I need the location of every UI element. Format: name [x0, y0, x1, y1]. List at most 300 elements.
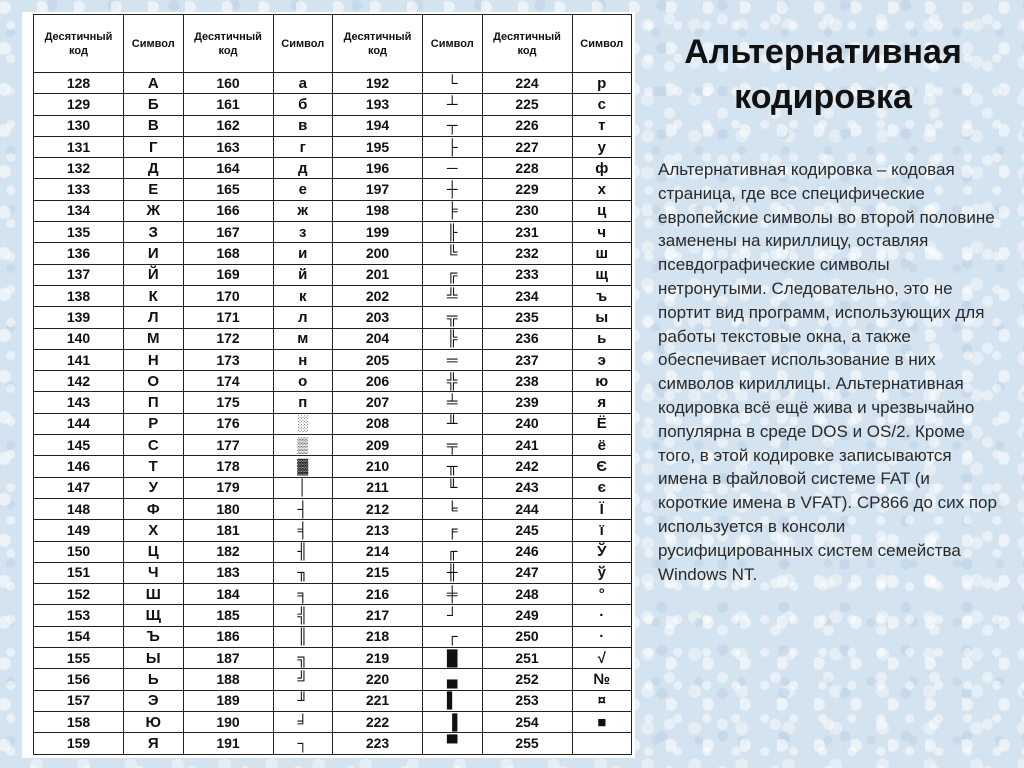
- decimal-code-cell: 236: [482, 328, 572, 349]
- decimal-code-cell: 234: [482, 285, 572, 306]
- decimal-code-cell: 139: [34, 307, 124, 328]
- table-row: [34, 307, 632, 328]
- decimal-code-cell: 140: [34, 328, 124, 349]
- decimal-code-cell: 220: [333, 669, 423, 690]
- symbol-cell: ц: [572, 200, 632, 221]
- symbol-cell: Б: [124, 94, 184, 115]
- table-row: [34, 243, 632, 264]
- symbol-cell: ч: [572, 222, 632, 243]
- code-table: [33, 14, 632, 755]
- header-decimal-code: Десятичный код: [34, 15, 124, 73]
- decimal-code-cell: 172: [183, 328, 273, 349]
- decimal-code-cell: 166: [183, 200, 273, 221]
- table-row: [34, 562, 632, 583]
- symbol-cell: х: [572, 179, 632, 200]
- decimal-code-cell: 240: [482, 413, 572, 434]
- decimal-code-cell: 212: [333, 498, 423, 519]
- decimal-code-cell: 241: [482, 435, 572, 456]
- symbol-cell: д: [273, 158, 333, 179]
- decimal-code-cell: 176: [183, 413, 273, 434]
- header-symbol: Символ: [273, 15, 333, 73]
- slide-body-text: Альтернативная кодировка – кодовая страница, где все специфические европейские символы во второй половине заменены на кириллицу, оставляя псевдографические символы нетронутыми. Следовательно, это не портит вид программ, использующих для работы текстовые окна, а также обеспечивает использование в них символов кириллицы. Альтернативная кодировка всё ещё жива и чрезвычайно популярна в среде DOS и OS/2. Кроме того, в этой кодировке записываются имена в файловой системе FAT (и короткие имена в VFAT). CP866 до сих пор используется в консоли русифицированных систем семейства Windows NT.: [658, 160, 997, 584]
- decimal-code-cell: 175: [183, 392, 273, 413]
- symbol-cell: [572, 733, 632, 754]
- decimal-code-cell: 245: [482, 520, 572, 541]
- symbol-cell: у: [572, 136, 632, 157]
- header-symbol: Символ: [124, 15, 184, 73]
- decimal-code-cell: 141: [34, 349, 124, 370]
- symbol-cell: с: [572, 94, 632, 115]
- decimal-code-cell: 165: [183, 179, 273, 200]
- symbol-cell: ї: [572, 520, 632, 541]
- decimal-code-cell: 190: [183, 711, 273, 732]
- decimal-code-cell: 179: [183, 477, 273, 498]
- decimal-code-cell: 246: [482, 541, 572, 562]
- decimal-code-cell: 244: [482, 498, 572, 519]
- symbol-cell: ╬: [423, 371, 483, 392]
- symbol-cell: в: [273, 115, 333, 136]
- symbol-cell: ┌: [423, 626, 483, 647]
- symbol-cell: ▌: [423, 690, 483, 711]
- decimal-code-cell: 194: [333, 115, 423, 136]
- decimal-code-cell: 138: [34, 285, 124, 306]
- decimal-code-cell: 254: [482, 711, 572, 732]
- symbol-cell: ┤: [273, 498, 333, 519]
- symbol-cell: Н: [124, 349, 184, 370]
- table-row: [34, 733, 632, 754]
- symbol-cell: √: [572, 648, 632, 669]
- symbol-cell: Я: [124, 733, 184, 754]
- symbol-cell: ┘: [423, 605, 483, 626]
- symbol-cell: Ч: [124, 562, 184, 583]
- symbol-cell: ▓: [273, 456, 333, 477]
- table-row: [34, 605, 632, 626]
- decimal-code-cell: 216: [333, 584, 423, 605]
- decimal-code-cell: 218: [333, 626, 423, 647]
- symbol-cell: з: [273, 222, 333, 243]
- decimal-code-cell: 231: [482, 222, 572, 243]
- symbol-cell: а: [273, 73, 333, 94]
- symbol-cell: к: [273, 285, 333, 306]
- decimal-code-cell: 247: [482, 562, 572, 583]
- decimal-code-cell: 154: [34, 626, 124, 647]
- decimal-code-cell: 133: [34, 179, 124, 200]
- decimal-code-cell: 177: [183, 435, 273, 456]
- table-row: [34, 435, 632, 456]
- decimal-code-cell: 250: [482, 626, 572, 647]
- symbol-cell: ╩: [423, 285, 483, 306]
- table-row: [34, 584, 632, 605]
- decimal-code-cell: 206: [333, 371, 423, 392]
- symbol-cell: ў: [572, 562, 632, 583]
- decimal-code-cell: 205: [333, 349, 423, 370]
- decimal-code-cell: 186: [183, 626, 273, 647]
- symbol-cell: й: [273, 264, 333, 285]
- header-decimal-code: Десятичный код: [482, 15, 572, 73]
- symbol-cell: ╣: [273, 605, 333, 626]
- decimal-code-cell: 223: [333, 733, 423, 754]
- symbol-cell: Д: [124, 158, 184, 179]
- table-row: [34, 477, 632, 498]
- symbol-cell: ¤: [572, 690, 632, 711]
- table-row: [34, 222, 632, 243]
- table-row: [34, 626, 632, 647]
- decimal-code-cell: 233: [482, 264, 572, 285]
- decimal-code-cell: 202: [333, 285, 423, 306]
- decimal-code-cell: 249: [482, 605, 572, 626]
- decimal-code-cell: 197: [333, 179, 423, 200]
- table-row: [34, 711, 632, 732]
- decimal-code-cell: 168: [183, 243, 273, 264]
- decimal-code-cell: 167: [183, 222, 273, 243]
- symbol-cell: ё: [572, 435, 632, 456]
- decimal-code-cell: 151: [34, 562, 124, 583]
- decimal-code-cell: 203: [333, 307, 423, 328]
- symbol-cell: ·: [572, 605, 632, 626]
- symbol-cell: █: [423, 648, 483, 669]
- decimal-code-cell: 160: [183, 73, 273, 94]
- symbol-cell: ╨: [423, 413, 483, 434]
- table-row: [34, 264, 632, 285]
- symbol-cell: Ё: [572, 413, 632, 434]
- symbol-cell: ╜: [273, 690, 333, 711]
- decimal-code-cell: 189: [183, 690, 273, 711]
- symbol-cell: И: [124, 243, 184, 264]
- slide-title: Альтернативная кодировка: [684, 33, 962, 116]
- symbol-cell: У: [124, 477, 184, 498]
- decimal-code-cell: 209: [333, 435, 423, 456]
- decimal-code-cell: 178: [183, 456, 273, 477]
- symbol-cell: Т: [124, 456, 184, 477]
- decimal-code-cell: 199: [333, 222, 423, 243]
- symbol-cell: р: [572, 73, 632, 94]
- symbol-cell: ╓: [423, 541, 483, 562]
- symbol-cell: е: [273, 179, 333, 200]
- table-row: [34, 285, 632, 306]
- symbol-cell: ╘: [423, 498, 483, 519]
- symbol-cell: я: [572, 392, 632, 413]
- symbol-cell: З: [124, 222, 184, 243]
- header-decimal-code: Десятичный код: [333, 15, 423, 73]
- symbol-cell: ╢: [273, 541, 333, 562]
- decimal-code-cell: 159: [34, 733, 124, 754]
- symbol-cell: ▐: [423, 711, 483, 732]
- symbol-cell: ╦: [423, 307, 483, 328]
- symbol-cell: п: [273, 392, 333, 413]
- decimal-code-cell: 156: [34, 669, 124, 690]
- decimal-code-cell: 187: [183, 648, 273, 669]
- table-row: [34, 115, 632, 136]
- symbol-cell: ╫: [423, 562, 483, 583]
- symbol-cell: ╪: [423, 584, 483, 605]
- decimal-code-cell: 215: [333, 562, 423, 583]
- symbol-cell: Ъ: [124, 626, 184, 647]
- symbol-cell: ╧: [423, 392, 483, 413]
- symbol-cell: Ў: [572, 541, 632, 562]
- symbol-cell: б: [273, 94, 333, 115]
- symbol-cell: Г: [124, 136, 184, 157]
- decimal-code-cell: 227: [482, 136, 572, 157]
- symbol-cell: Ї: [572, 498, 632, 519]
- decimal-code-cell: 183: [183, 562, 273, 583]
- decimal-code-cell: 242: [482, 456, 572, 477]
- symbol-cell: Є: [572, 456, 632, 477]
- symbol-cell: ▒: [273, 435, 333, 456]
- symbol-cell: и: [273, 243, 333, 264]
- table-row: [34, 136, 632, 157]
- decimal-code-cell: 232: [482, 243, 572, 264]
- symbol-cell: Р: [124, 413, 184, 434]
- decimal-code-cell: 229: [482, 179, 572, 200]
- decimal-code-cell: 137: [34, 264, 124, 285]
- symbol-cell: Щ: [124, 605, 184, 626]
- decimal-code-cell: 243: [482, 477, 572, 498]
- table-row: [34, 392, 632, 413]
- symbol-cell: М: [124, 328, 184, 349]
- symbol-cell: ╕: [273, 584, 333, 605]
- table-row: [34, 158, 632, 179]
- decimal-code-cell: 135: [34, 222, 124, 243]
- decimal-code-cell: 171: [183, 307, 273, 328]
- symbol-cell: А: [124, 73, 184, 94]
- decimal-code-cell: 164: [183, 158, 273, 179]
- decimal-code-cell: 213: [333, 520, 423, 541]
- decimal-code-cell: 185: [183, 605, 273, 626]
- symbol-cell: ┐: [273, 733, 333, 754]
- symbol-cell: П: [124, 392, 184, 413]
- decimal-code-cell: 149: [34, 520, 124, 541]
- decimal-code-cell: 248: [482, 584, 572, 605]
- symbol-cell: Х: [124, 520, 184, 541]
- symbol-cell: ╚: [423, 243, 483, 264]
- symbol-cell: В: [124, 115, 184, 136]
- decimal-code-cell: 221: [333, 690, 423, 711]
- decimal-code-cell: 181: [183, 520, 273, 541]
- symbol-cell: ш: [572, 243, 632, 264]
- symbol-cell: Ь: [124, 669, 184, 690]
- decimal-code-cell: 193: [333, 94, 423, 115]
- header-symbol: Символ: [572, 15, 632, 73]
- decimal-code-cell: 134: [34, 200, 124, 221]
- symbol-cell: ░: [273, 413, 333, 434]
- decimal-code-cell: 153: [34, 605, 124, 626]
- symbol-cell: С: [124, 435, 184, 456]
- symbol-cell: є: [572, 477, 632, 498]
- decimal-code-cell: 208: [333, 413, 423, 434]
- table-row: [34, 349, 632, 370]
- symbol-cell: н: [273, 349, 333, 370]
- symbol-cell: ╠: [423, 328, 483, 349]
- decimal-code-cell: 130: [34, 115, 124, 136]
- decimal-code-cell: 146: [34, 456, 124, 477]
- decimal-code-cell: 210: [333, 456, 423, 477]
- decimal-code-cell: 196: [333, 158, 423, 179]
- symbol-cell: Ы: [124, 648, 184, 669]
- decimal-code-cell: 148: [34, 498, 124, 519]
- decimal-code-cell: 195: [333, 136, 423, 157]
- table-row: [34, 328, 632, 349]
- decimal-code-cell: 207: [333, 392, 423, 413]
- symbol-cell: Э: [124, 690, 184, 711]
- symbol-cell: ─: [423, 158, 483, 179]
- decimal-code-cell: 228: [482, 158, 572, 179]
- decimal-code-cell: 147: [34, 477, 124, 498]
- symbol-cell: ▄: [423, 669, 483, 690]
- table-body: [34, 73, 632, 755]
- symbol-cell: ╒: [423, 520, 483, 541]
- symbol-cell: ь: [572, 328, 632, 349]
- table-row: [34, 73, 632, 94]
- decimal-code-cell: 219: [333, 648, 423, 669]
- symbol-cell: ├: [423, 136, 483, 157]
- symbol-cell: Й: [124, 264, 184, 285]
- table-row: [34, 669, 632, 690]
- symbol-cell: └: [423, 73, 483, 94]
- header-decimal-code: Десятичный код: [183, 15, 273, 73]
- symbol-cell: ╥: [423, 456, 483, 477]
- decimal-code-cell: 131: [34, 136, 124, 157]
- symbol-cell: Ц: [124, 541, 184, 562]
- symbol-cell: Е: [124, 179, 184, 200]
- decimal-code-cell: 128: [34, 73, 124, 94]
- symbol-cell: ф: [572, 158, 632, 179]
- decimal-code-cell: 252: [482, 669, 572, 690]
- symbol-cell: Ф: [124, 498, 184, 519]
- table-row: [34, 94, 632, 115]
- decimal-code-cell: 142: [34, 371, 124, 392]
- table-row: [34, 520, 632, 541]
- decimal-code-cell: 211: [333, 477, 423, 498]
- decimal-code-cell: 158: [34, 711, 124, 732]
- symbol-cell: ы: [572, 307, 632, 328]
- symbol-cell: о: [273, 371, 333, 392]
- header-symbol: Символ: [423, 15, 483, 73]
- symbol-cell: ·: [572, 626, 632, 647]
- decimal-code-cell: 253: [482, 690, 572, 711]
- decimal-code-cell: 143: [34, 392, 124, 413]
- symbol-cell: г: [273, 136, 333, 157]
- decimal-code-cell: 174: [183, 371, 273, 392]
- symbol-cell: ж: [273, 200, 333, 221]
- symbol-cell: ║: [273, 626, 333, 647]
- symbol-cell: ╞: [423, 200, 483, 221]
- table-row: [34, 179, 632, 200]
- decimal-code-cell: 170: [183, 285, 273, 306]
- table-row: [34, 200, 632, 221]
- decimal-code-cell: 173: [183, 349, 273, 370]
- symbol-cell: Ю: [124, 711, 184, 732]
- symbol-cell: │: [273, 477, 333, 498]
- decimal-code-cell: 184: [183, 584, 273, 605]
- symbol-cell: щ: [572, 264, 632, 285]
- decimal-code-cell: 214: [333, 541, 423, 562]
- symbol-cell: ═: [423, 349, 483, 370]
- symbol-cell: ю: [572, 371, 632, 392]
- symbol-cell: ┬: [423, 115, 483, 136]
- decimal-code-cell: 191: [183, 733, 273, 754]
- symbol-cell: Ж: [124, 200, 184, 221]
- table-row: [34, 648, 632, 669]
- symbol-cell: Ш: [124, 584, 184, 605]
- decimal-code-cell: 182: [183, 541, 273, 562]
- table-row: [34, 541, 632, 562]
- symbol-cell: л: [273, 307, 333, 328]
- decimal-code-cell: 161: [183, 94, 273, 115]
- decimal-code-cell: 237: [482, 349, 572, 370]
- decimal-code-cell: 132: [34, 158, 124, 179]
- symbol-cell: ╝: [273, 669, 333, 690]
- code-table-panel: [22, 12, 635, 758]
- decimal-code-cell: 239: [482, 392, 572, 413]
- table-row: [34, 371, 632, 392]
- symbol-cell: ▀: [423, 733, 483, 754]
- decimal-code-cell: 224: [482, 73, 572, 94]
- symbol-cell: О: [124, 371, 184, 392]
- decimal-code-cell: 255: [482, 733, 572, 754]
- symbol-cell: ╗: [273, 648, 333, 669]
- decimal-code-cell: 129: [34, 94, 124, 115]
- symbol-cell: ╛: [273, 711, 333, 732]
- symbol-cell: ╙: [423, 477, 483, 498]
- symbol-cell: ■: [572, 711, 632, 732]
- symbol-cell: °: [572, 584, 632, 605]
- table-row: [34, 690, 632, 711]
- symbol-cell: ┴: [423, 94, 483, 115]
- symbol-cell: ┼: [423, 179, 483, 200]
- symbol-cell: э: [572, 349, 632, 370]
- table-row: [34, 413, 632, 434]
- decimal-code-cell: 222: [333, 711, 423, 732]
- decimal-code-cell: 180: [183, 498, 273, 519]
- symbol-cell: ╟: [423, 222, 483, 243]
- symbol-cell: К: [124, 285, 184, 306]
- symbol-cell: т: [572, 115, 632, 136]
- decimal-code-cell: 152: [34, 584, 124, 605]
- decimal-code-cell: 163: [183, 136, 273, 157]
- symbol-cell: ╡: [273, 520, 333, 541]
- decimal-code-cell: 201: [333, 264, 423, 285]
- decimal-code-cell: 204: [333, 328, 423, 349]
- table-header-row: [34, 15, 632, 73]
- symbol-cell: ╔: [423, 264, 483, 285]
- symbol-cell: ╤: [423, 435, 483, 456]
- symbol-cell: м: [273, 328, 333, 349]
- decimal-code-cell: 198: [333, 200, 423, 221]
- symbol-cell: ╖: [273, 562, 333, 583]
- decimal-code-cell: 230: [482, 200, 572, 221]
- decimal-code-cell: 200: [333, 243, 423, 264]
- decimal-code-cell: 188: [183, 669, 273, 690]
- table-row: [34, 456, 632, 477]
- decimal-code-cell: 157: [34, 690, 124, 711]
- decimal-code-cell: 155: [34, 648, 124, 669]
- symbol-cell: №: [572, 669, 632, 690]
- decimal-code-cell: 238: [482, 371, 572, 392]
- decimal-code-cell: 145: [34, 435, 124, 456]
- decimal-code-cell: 192: [333, 73, 423, 94]
- decimal-code-cell: 136: [34, 243, 124, 264]
- symbol-cell: Л: [124, 307, 184, 328]
- decimal-code-cell: 251: [482, 648, 572, 669]
- decimal-code-cell: 235: [482, 307, 572, 328]
- decimal-code-cell: 225: [482, 94, 572, 115]
- decimal-code-cell: 169: [183, 264, 273, 285]
- decimal-code-cell: 226: [482, 115, 572, 136]
- decimal-code-cell: 162: [183, 115, 273, 136]
- decimal-code-cell: 144: [34, 413, 124, 434]
- decimal-code-cell: 150: [34, 541, 124, 562]
- decimal-code-cell: 217: [333, 605, 423, 626]
